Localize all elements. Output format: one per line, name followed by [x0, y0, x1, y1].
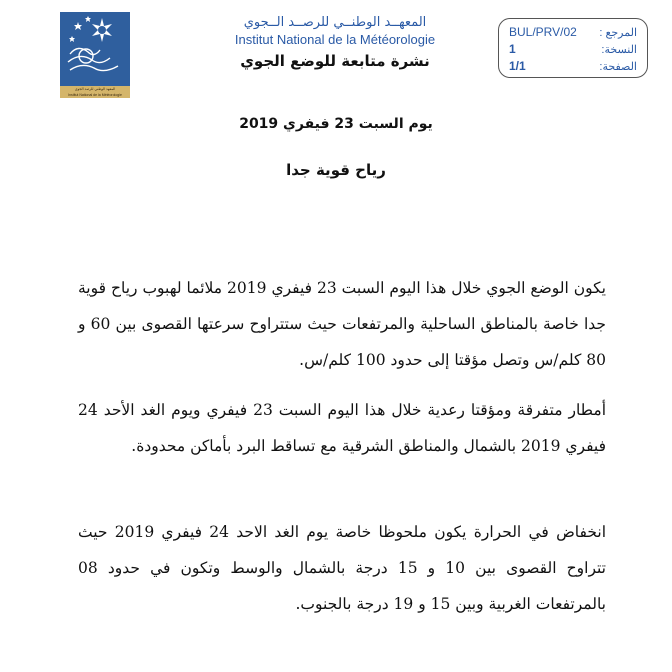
reference-row [509, 25, 637, 42]
paragraph-rain: أمطار متفرقة ومؤقتا رعدية خلال هذا اليوم السبت 23 فيفري ويوم الغد الأحد 24 فيفري 2019 بالشمال والمناطق الشرقية مع تساقط البرد بأماكن محدودة. [78, 401, 607, 455]
page-value: 1/1 [509, 59, 526, 73]
paragraph-temperature: انخفاض في الحرارة يكون ملحوظا خاصة يوم الغد الاحد 24 فيفري 2019 حيث تتراوح القصوى بين 10 و 15 درجة بالشمال والوسط وتكون في حدود 08 بالمرتفعات الغربية وبين 15 و 19 درجة بالجنوب. [78, 523, 606, 613]
copy-row [509, 42, 637, 59]
institute-name-ar: المعهــد الوطنــي للرصــد الــجوي [243, 15, 427, 30]
reference-label: المرجع : [599, 27, 637, 39]
reference-box [498, 18, 648, 78]
institute-logo [60, 12, 130, 98]
page-label: الصفحة: [599, 61, 637, 73]
bulletin-title: نشرة متابعة للوضع الجوي [240, 52, 430, 70]
institute-name-fr: Institut National de la Météorologie [234, 32, 436, 47]
paragraph-wind: يكون الوضع الجوي خلال هذا اليوم السبت 23 فيفري 2019 ملائما لهبوب رياح قوية جدا خاصة بالمناطق الساحلية والمرتفعات حيث ستتراوح سرعتها القصوى بين 60 و 80 كلم/س وتصل مؤقتا إلى حدود 100 كلم/س. [78, 279, 606, 369]
logo-caption: المعهد الوطني للرصد الجوي Institut National de la Météorologie [60, 86, 130, 98]
copy-value: 1 [509, 42, 516, 56]
header [200, 14, 470, 72]
headline: رياح قوية جدا [286, 161, 386, 179]
page-row [509, 59, 637, 76]
reference-value: BUL/PRV/02 [509, 25, 577, 39]
copy-label: النسخة: [601, 44, 637, 56]
bulletin-date: يوم السبت 23 فيفري 2019 [239, 116, 433, 132]
sun-wave-emblem-icon [60, 12, 130, 86]
